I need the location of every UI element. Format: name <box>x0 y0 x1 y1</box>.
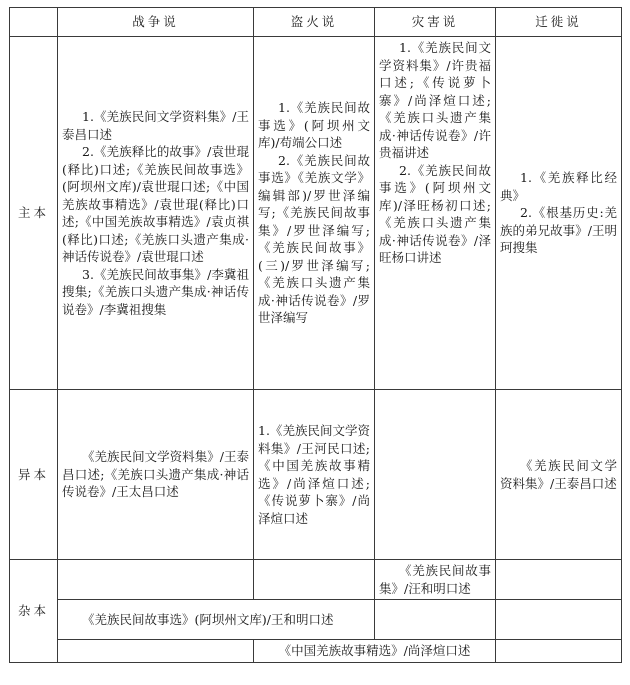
row-label-main: 主本 <box>10 37 58 390</box>
main-fire-entry-1: 1.《羌族民间故事选》(阿坝州文库)/苟端公口述 <box>258 100 370 151</box>
main-migration-entry-2: 2.《根基历史:羌族的弟兄故事》/王明珂搜集 <box>500 205 617 256</box>
variant-war-cell <box>58 390 254 560</box>
misc-empty-3a <box>58 640 254 663</box>
misc-war-fire-cell <box>58 600 375 640</box>
misc-empty-3b <box>496 640 622 663</box>
variant-disaster-cell <box>375 390 496 560</box>
header-row <box>10 8 622 37</box>
main-war-cell <box>58 37 254 390</box>
misc-entry-3: 《中国羌族故事精选》/尚泽煊口述 <box>278 643 471 658</box>
row-label-misc: 杂本 <box>10 560 58 663</box>
misc-disaster-cell <box>375 560 496 600</box>
main-war-entry-2: 2.《羌族释比的故事》/袁世琨(释比)口述;《羌族民间故事选》(阿坝州文库)/袁世琨口述;《中国羌族故事精选》/袁世琨(释比)口述;《中国羌族故事精选》/袁贞祺(释比)口述;《羌族口头遗产集成·神话传说卷》/袁世琨口述 <box>62 144 249 264</box>
main-disaster-entry-2: 2.《羌族民间故事选》(阿坝州文库)/泽旺杨初口述;《羌族口头遗产集成·神话传说卷》/泽旺杨口讲述 <box>379 162 491 265</box>
variant-fire-cell <box>254 390 375 560</box>
main-fire-cell <box>254 37 375 390</box>
variant-migration-cell <box>496 390 622 560</box>
main-fire-entry-2: 2.《羌族民间故事选》《羌族文学》编辑部)/罗世泽编写;《羌族民间故事集》/罗世泽编写;《羌族民间故事》(三)/罗世泽编写;《羌族口头遗产集成·神话传说卷》/罗世泽编写 <box>258 152 370 326</box>
misc-fire-disaster-cell <box>254 640 496 663</box>
main-war-entry-3: 3.《羌族民间故事集》/李冀祖搜集;《羌族口头遗产集成·神话传说卷》/李冀祖搜集 <box>62 266 249 317</box>
main-migration-entry-1: 1.《羌族释比经典》 <box>500 170 617 203</box>
misc-row-2 <box>10 600 622 640</box>
misc-empty-2b <box>496 600 622 640</box>
comparison-table <box>9 7 622 663</box>
variant-row <box>10 390 622 560</box>
row-label-variant: 异本 <box>10 390 58 560</box>
misc-row-3 <box>10 640 622 663</box>
misc-row-1 <box>10 560 622 600</box>
header-corner <box>10 8 58 37</box>
misc-empty-1a <box>58 560 254 600</box>
header-disaster: 灾害说 <box>375 8 496 37</box>
variant-war-entry: 《羌族民间文学资料集》/王泰昌口述;《羌族口头遗产集成·神话传说卷》/王太昌口述 <box>62 449 249 500</box>
main-disaster-entry-1: 1.《羌族民间文学资料集》/许贵福口述;《传说萝卜寨》/尚泽煊口述;《羌族口头遗产集成·神话传说卷》/许贵福讲述 <box>379 40 491 160</box>
main-row <box>10 37 622 390</box>
misc-empty-1b <box>254 560 375 600</box>
main-war-entry-1: 1.《羌族民间文学资料集》/王泰昌口述 <box>62 109 249 142</box>
header-war: 战争说 <box>58 8 254 37</box>
misc-empty-1c <box>496 560 622 600</box>
main-disaster-cell <box>375 37 496 390</box>
header-fire: 盗火说 <box>254 8 375 37</box>
variant-migration-entry: 《羌族民间文学资料集》/王泰昌口述 <box>500 458 617 491</box>
header-migration: 迁徙说 <box>496 8 622 37</box>
misc-entry-2: 《羌族民间故事选》(阿坝州文库)/王和明口述 <box>82 611 334 627</box>
misc-entry-1: 《羌族民间故事集》/汪和明口述 <box>379 563 491 596</box>
misc-empty-2a <box>375 600 496 640</box>
main-migration-cell <box>496 37 622 390</box>
variant-fire-entry: 1.《羌族民间文学资料集》/王河民口述;《中国羌族故事精选》/尚泽煊口述;《传说萝卜寨》/尚泽煊口述 <box>258 423 370 526</box>
